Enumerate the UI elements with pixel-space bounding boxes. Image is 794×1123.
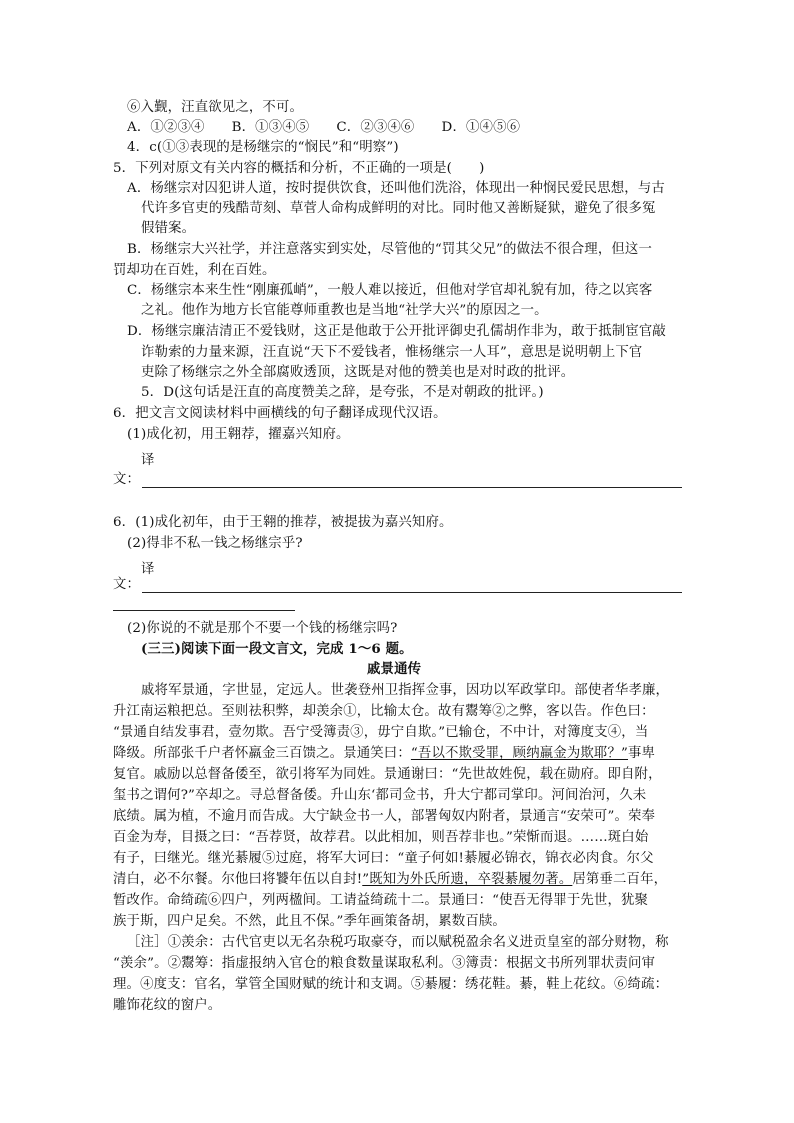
note-line: 雕饰花纹的窗户。 xyxy=(113,998,222,1013)
passage-line: 族于斯，四户足矣。不然，此且不保。”季年画策备胡，累数百牍。 xyxy=(113,914,506,929)
passage-text: 事卑 xyxy=(628,746,656,761)
answer-blank-line[interactable] xyxy=(142,487,682,488)
option-a-line: A．杨继宗对囚犯讲人道，按时提供饮食，还叫他们洗浴，体现出一种悯民爱民思想，与古 xyxy=(127,181,665,196)
answer-line: (2)你说的不就是那个不要一个钱的杨继宗吗? xyxy=(127,621,398,636)
option-c-line: 之礼。他作为地方长官能尊师重教也是当地“社学大兴”的原因之一。 xyxy=(141,303,548,318)
text-line: ⑥入觐，汪直欲见之，不可。 xyxy=(127,100,304,115)
translation-label: 译 xyxy=(141,453,155,468)
option-d-line: D．杨继宗廉洁清正不爱钱财，这正是他敢于公开批评御史孔儒胡作非为，敢于抵制宦官敲 xyxy=(127,324,666,339)
option-a-line: 假错案。 xyxy=(141,221,196,236)
question-line: (2)得非不私一钱之杨继宗乎? xyxy=(127,536,303,551)
passage-line: 底绩。属为植，不逾月而告成。大宁缺佥书一人，部署匈奴内附者，景通言“安荣可”。荣奉 xyxy=(113,809,656,824)
translation-label: 译 xyxy=(141,562,155,577)
passage-line: 暂改作。命绮疏⑥四户，列两楹间。工请益绮疏十二。景通曰：“使吾无得罪于先世，犹聚 xyxy=(113,893,649,908)
question-line: 6．把文言文阅读材料中画横线的句子翻译成现代汉语。 xyxy=(113,406,447,421)
translation-label: 文： xyxy=(113,577,141,592)
option-c-line: C．杨继宗本来生性“刚廉孤峭”，一般人难以接近，但他对学官却礼貌有加，待之以宾客 xyxy=(127,283,653,298)
answer-line: 4．c(①③表现的是杨继宗的“悯民”和“明察”) xyxy=(127,140,399,155)
option-b-line: 罚却功在百姓，利在百姓。 xyxy=(113,263,276,278)
passage-line: 有子，曰继光。继光綦履⑤过庭，将军大诃曰：“童子何如!綦履必锦衣，锦衣必肉食。尔父 xyxy=(113,851,654,866)
note-line: 理。④度支：官名，掌管全国财赋的统计和支调。⑤綦履：绣花鞋。綦，鞋上花纹。⑥绮疏： xyxy=(113,977,669,992)
passage-line xyxy=(113,745,655,763)
answer-line: 5．D(这句话是汪直的高度赞美之辞，是夸张，不是对朝政的批评。) xyxy=(141,385,544,400)
option-d-line: 吏除了杨继宗之外全部腐败透顶，这既是对他的赞美也是对时政的批评。 xyxy=(141,365,575,380)
passage-line: 玺书之谓何?”卒却之。寻总督备倭。升山东‘都司佥书，升大宁都司掌印。河间治河，久未 xyxy=(113,788,647,803)
translation-label: 文： xyxy=(113,472,141,487)
options-line: A．①②③④ B．①③④⑤ C．②③④⑥ D．①④⑤⑥ xyxy=(127,120,521,135)
passage-title: 戚景通传 xyxy=(367,661,422,677)
answer-blank-line[interactable] xyxy=(142,592,682,593)
passage-line: 升江南运粮把总。至则祛积弊，却羡余①，比输太仓。故有鬻筹②之弊，客以告。作色曰： xyxy=(113,704,655,719)
underlined-sentence: “吾以不欺受罪，顾纳羸金为欺耶？” xyxy=(410,746,629,761)
passage-text: 居第垂二百年， xyxy=(572,872,668,887)
passage-text: 降级。所部张千户者怀羸金三百馈之。景通笑曰： xyxy=(113,746,411,761)
passage-line: “景通自结发事君，壹勿欺。吾宁受簿责③，毋宁自欺。”已输仓，不中计，对簿度支④，当 xyxy=(113,725,649,740)
note-line: “羡余”。②鬻筹：指虚报纳入官仓的粮食数量谋取私利。③簿责：根据文书所列罪状责问审 xyxy=(113,956,656,971)
passage-line: 百金为寿，目摄之曰：“吾荐贤，故荐君。以此相加，则吾荐非也。”荣惭而退。……斑白始 xyxy=(113,830,649,845)
passage-line: 戚将军景通，字世显，定远人。世袭登州卫指挥佥事，因功以军政掌印。部使者华孝廉， xyxy=(141,683,670,698)
question-line: 5．下列对原文有关内容的概括和分析，不正确的一项是( ) xyxy=(113,161,485,176)
option-b-line: B．杨继宗大兴社学，并注意落实到实处，尽管他的“罚其父兄”的做法不很合理，但这一 xyxy=(127,242,652,257)
question-line: (1)成化初，用王翱荐，擢嘉兴知府。 xyxy=(127,427,350,442)
answer-blank-line[interactable] xyxy=(113,610,295,611)
option-a-line: 代许多官吏的残酷苛刻、草菅人命构成鲜明的对比。同时他又善断疑狱，避免了很多冤 xyxy=(141,201,656,216)
option-d-line: 诈勒索的力量来源，汪直说“天下不爱钱者，惟杨继宗一人耳”，意思是说明朝上下官 xyxy=(141,345,643,360)
underlined-sentence: ”既知为外氏所遗，卒裂綦履勿著。 xyxy=(362,872,573,887)
note-line: ［注］①羡余：古代官吏以无名杂税巧取豪夺，而以赋税盈余名义进贡皇室的部分财物，称 xyxy=(127,935,669,950)
answer-line: 6．(1)成化初年，由于王翱的推荐，被提拔为嘉兴知府。 xyxy=(113,515,453,530)
passage-line xyxy=(113,871,667,889)
passage-line: 复官。戚励以总督备倭至，欲引将军为同姓。景通谢曰：“先世故姓倪，载在勋府。即自附， xyxy=(113,767,662,782)
passage-text: 清白，必不尔餐。尔他曰将饕年伍以自封! xyxy=(113,872,363,887)
section-heading: (三三)阅读下面一段文言文，完成 1～6 题。 xyxy=(141,641,413,657)
